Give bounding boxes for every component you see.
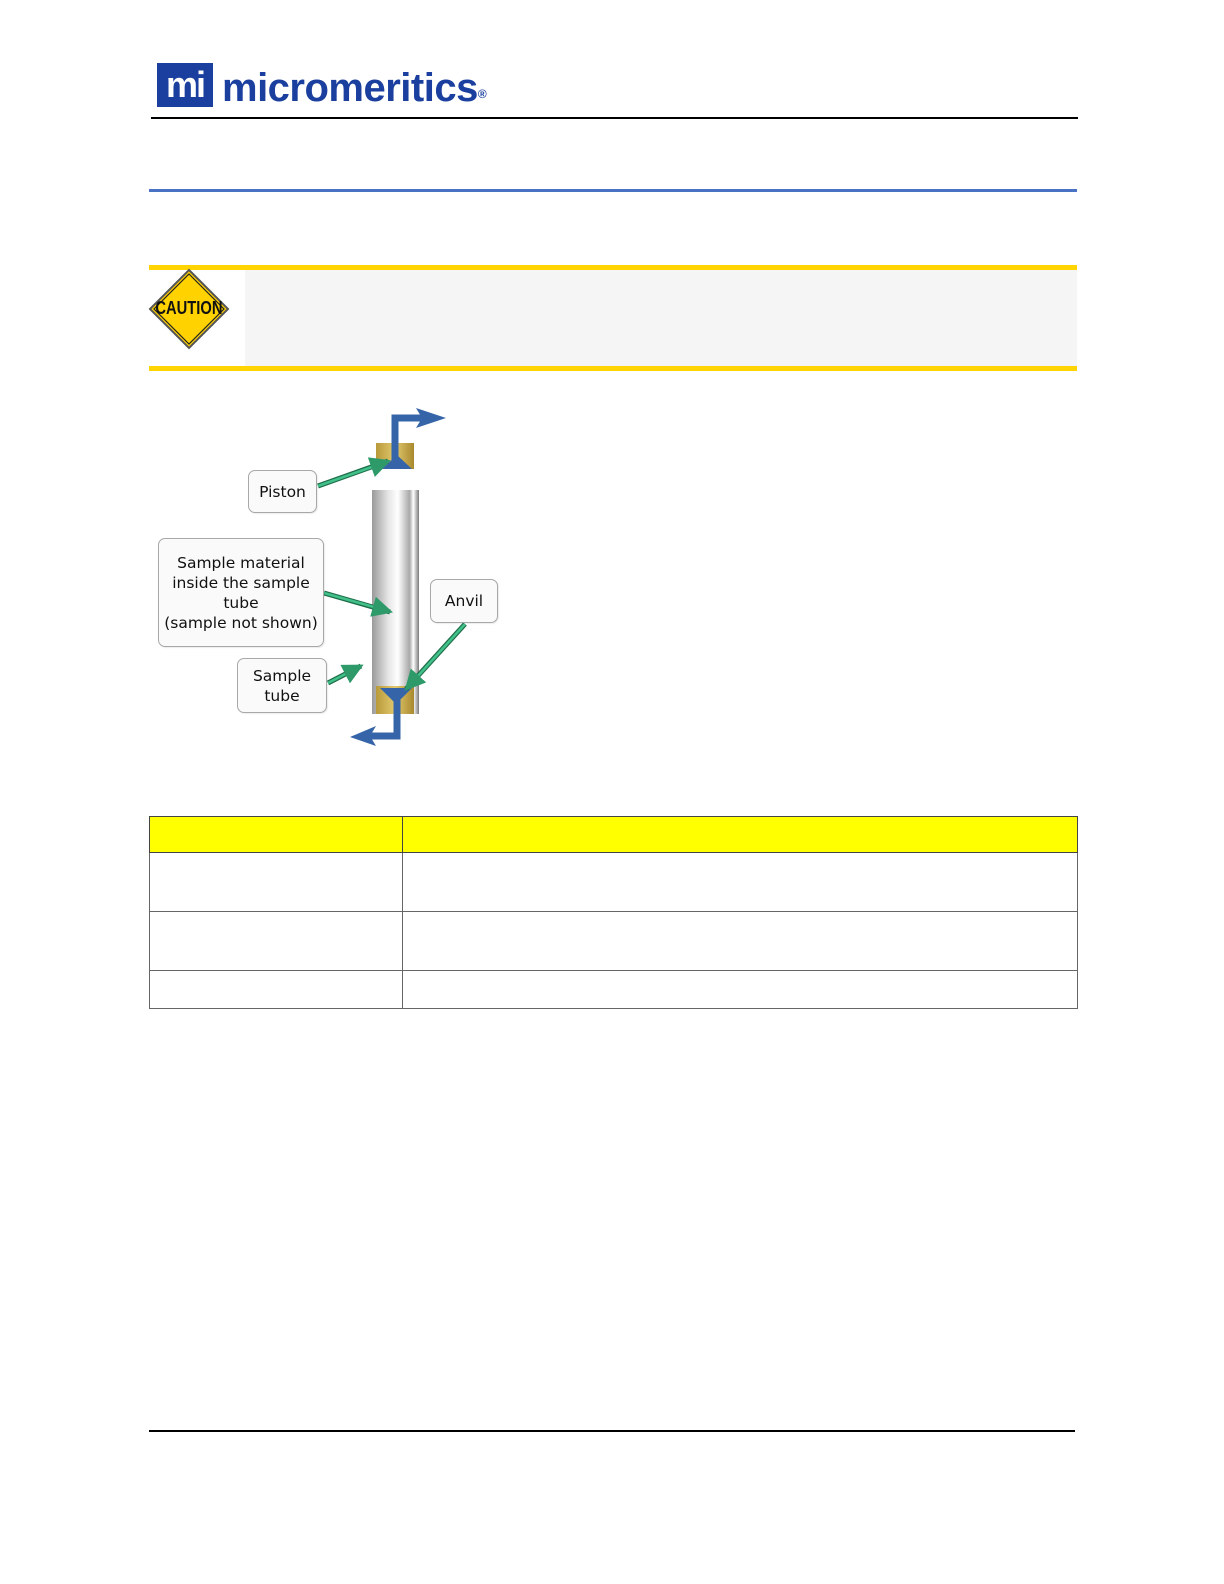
caution-bottom-bar <box>149 366 1077 371</box>
callout-sample-material <box>158 538 324 647</box>
header-divider <box>151 117 1078 119</box>
table-row <box>150 853 1078 912</box>
registered-mark: ® <box>477 87 487 101</box>
table-cell <box>150 912 403 971</box>
caution-sign-text: CAUTION <box>155 297 223 319</box>
table-row <box>150 912 1078 971</box>
table-header-row <box>150 817 1078 853</box>
callout-sample-material-label: Sample material inside the sample tube (sample not shown) <box>164 553 318 632</box>
sample-tube-pointer <box>328 667 359 683</box>
callout-sample-tube-label: Sample tube <box>252 666 312 705</box>
logo-wordmark-text: micromeritics <box>222 66 478 110</box>
spec-table <box>149 816 1078 1009</box>
sample-tube-diagram <box>150 400 510 750</box>
logo-mark-text: mi <box>165 64 204 105</box>
section-divider <box>149 189 1077 192</box>
table-cell <box>403 853 1078 912</box>
callout-sample-tube <box>237 658 327 713</box>
table-cell <box>150 853 403 912</box>
callout-piston <box>248 470 317 513</box>
caution-body <box>245 270 1077 366</box>
footer-divider <box>149 1430 1075 1432</box>
caution-diamond-icon <box>148 268 230 350</box>
callout-anvil-label: Anvil <box>444 592 484 610</box>
table-cell <box>403 912 1078 971</box>
table-header-cell <box>403 817 1078 853</box>
table-cell <box>403 971 1078 1009</box>
table-row <box>150 971 1078 1009</box>
table-cell <box>150 971 403 1009</box>
logo-wordmark <box>222 64 486 112</box>
table-header-cell <box>150 817 403 853</box>
piston-pointer <box>318 462 386 486</box>
callout-anvil <box>430 579 498 623</box>
logo-mark <box>157 63 213 107</box>
callout-piston-label: Piston <box>259 482 306 501</box>
